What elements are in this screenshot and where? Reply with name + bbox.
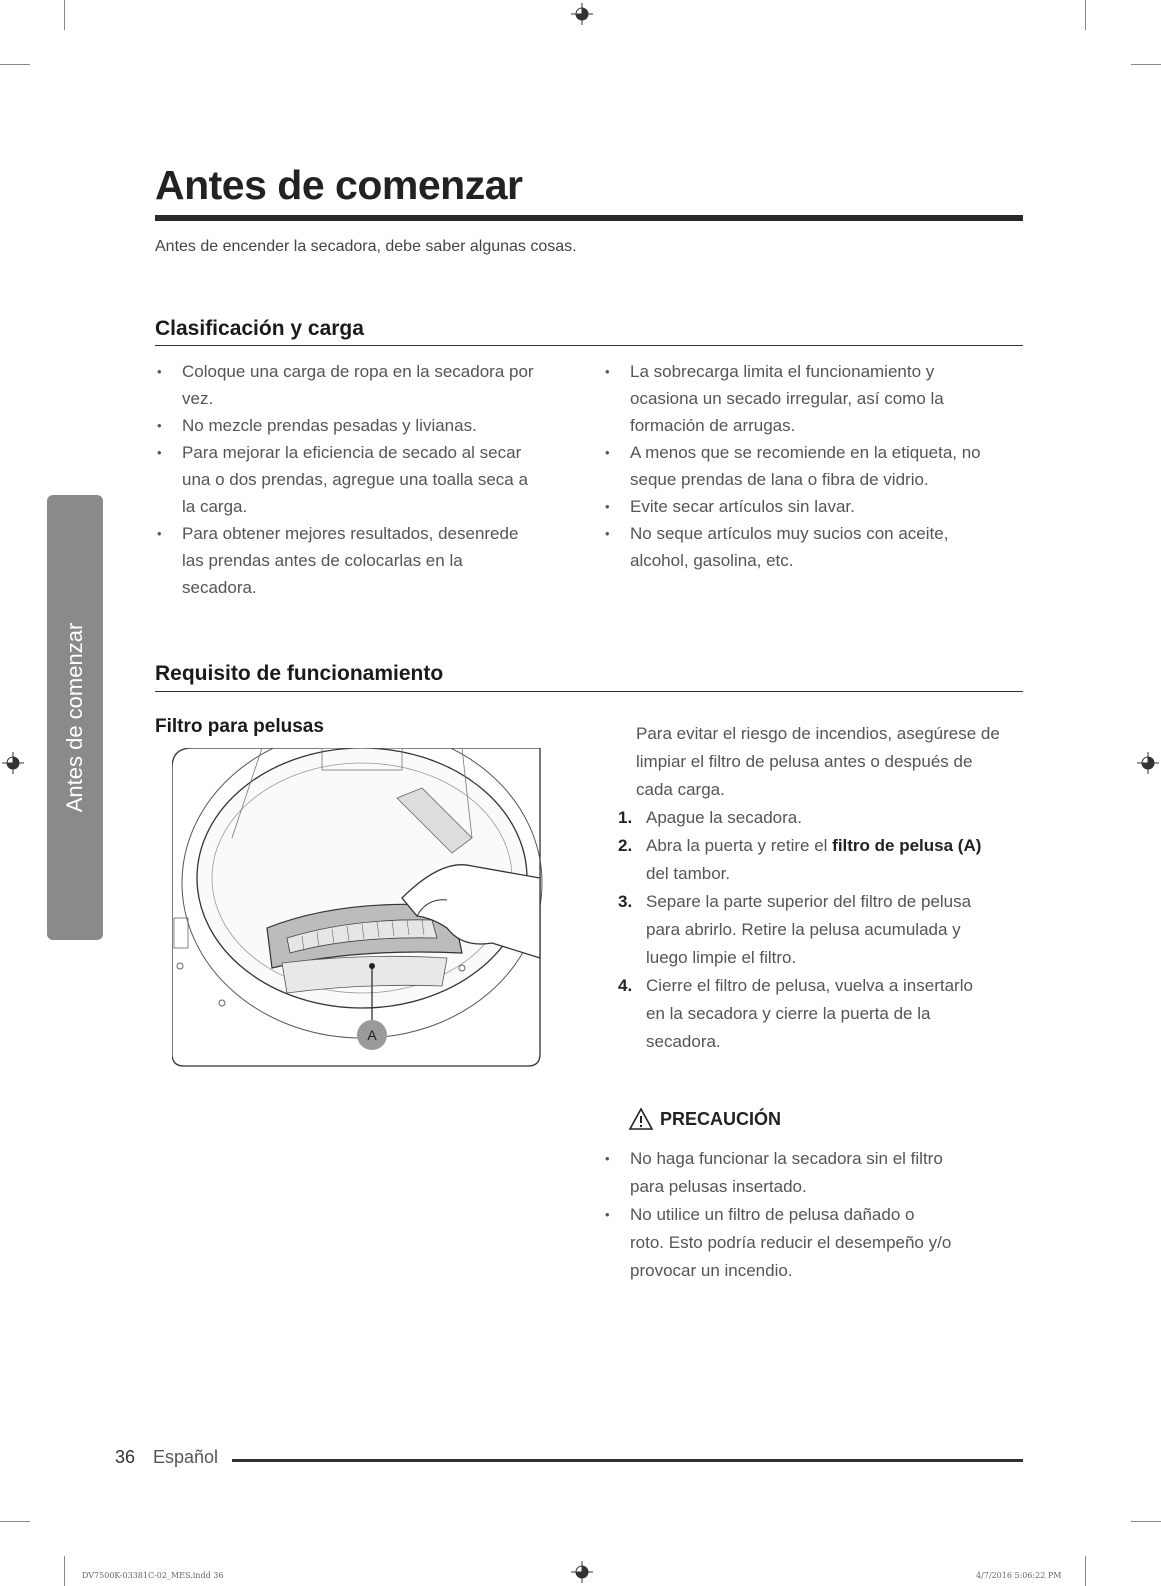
crop-mark [1085,1556,1086,1586]
page-title: Antes de comenzar [155,162,523,208]
text-line: Para evitar el riesgo de incendios, asegúrese de [636,724,1000,743]
lint-filter-term: filtro de pelusa (A) [832,836,982,855]
footer-language: Español [153,1447,219,1467]
section-rule [155,345,1023,346]
step-item [618,832,1038,888]
side-chapter-tab [47,495,103,940]
crop-mark [64,0,65,30]
text-line: • No mezcle prendas pesadas y livianas. [182,416,477,435]
text-line: secadora. [646,1032,721,1051]
title-rule [155,215,1023,221]
text-line: • Para obtener mejores resultados, desenrede [182,524,519,543]
text-line: • Para mejorar la eficiencia de secado al secar [182,443,522,462]
step-number: 2. [618,836,633,855]
text-line: cada carga. [636,780,725,799]
text-line: secadora. [182,578,257,597]
registration-mark-icon [2,752,24,774]
figure-callout-label: A [367,1027,377,1043]
text-line: la carga. [182,497,248,516]
text-line: • Coloque una carga de ropa en la secadora por [182,362,534,381]
text-line: • Evite secar artículos sin lavar. [630,497,855,516]
page-intro: Antes de encender la secadora, debe saber algunas cosas. [155,238,577,255]
text-line: del tambor. [646,864,731,883]
list-item [155,358,585,412]
sorting-list-left [155,358,585,601]
step-text: Abra la puerta y retire el [646,836,833,855]
section-heading-requisito: Requisito de funcionamiento [155,662,444,685]
text-line: Separe la parte superior del filtro de pelusa [646,892,972,911]
text-line: limpiar el filtro de pelusa antes o después de [636,752,973,771]
list-item [603,1201,1033,1285]
caution-heading-row [628,1107,781,1131]
text-line: • No utilice un filtro de pelusa dañado o [630,1205,915,1224]
step-number: 4. [618,976,633,995]
list-item [155,412,585,439]
crop-mark [64,1556,65,1586]
list-item [603,520,1033,574]
registration-mark-icon [571,3,593,25]
registration-mark-icon [1137,752,1159,774]
text-line: formación de arrugas. [630,416,796,435]
text-line: ocasiona un secado irregular, así como la [630,389,944,408]
text-line: provocar un incendio. [630,1261,793,1280]
text-line: una o dos prendas, agregue una toalla seca a [182,470,528,489]
step-item [618,888,1038,972]
list-item [155,439,585,520]
lint-filter-illustration [172,748,550,1071]
slug-timestamp: 4/7/2016 5:06:22 PM [976,1571,1062,1580]
text-line: en la secadora y cierre la puerta de la [646,1004,931,1023]
step-item [618,972,1038,1056]
text-line: seque prendas de lana o fibra de vidrio. [630,470,929,489]
side-chapter-tab-label: Antes de comenzar [62,622,87,813]
text-line [646,832,1038,860]
list-item [603,358,1033,439]
text-line: para pelusas insertado. [630,1177,807,1196]
section-heading-clasificacion: Clasificación y carga [155,317,364,340]
list-item [155,520,585,601]
list-item [603,439,1033,493]
crop-mark [1131,64,1161,65]
text-line: • No seque artículos muy sucios con aceite, [630,524,949,543]
text-line: para abrirlo. Retire la pelusa acumulada y [646,920,961,939]
crop-mark [1131,1521,1161,1522]
filter-steps [618,804,1038,1056]
list-item [603,1145,1033,1201]
warning-triangle-icon [628,1107,654,1131]
step-number: 3. [618,892,633,911]
footer-rule [232,1459,1023,1462]
slug-filename: DV7500K-03381C-02_MES.indd 36 [82,1571,224,1580]
text-line: Cierre el filtro de pelusa, vuelva a insertarlo [646,976,973,995]
step-item [618,804,1038,832]
subheading-filtro: Filtro para pelusas [155,716,324,737]
text-line: alcohol, gasolina, etc. [630,551,794,570]
list-item [603,493,1033,520]
text-line: • A menos que se recomiende en la etiqueta, no [630,443,981,462]
text-line: las prendas antes de colocarlas en la [182,551,463,570]
text-line: Apague la secadora. [646,808,802,827]
crop-mark [0,64,30,65]
sorting-list-right [603,358,1033,574]
text-line: • No haga funcionar la secadora sin el filtro [630,1149,943,1168]
filter-intro [636,720,1036,804]
step-number: 1. [618,808,633,827]
text-line: luego limpie el filtro. [646,948,797,967]
text-line: roto. Esto podría reducir el desempeño y/o [630,1233,952,1252]
page-number: 36 [115,1447,136,1467]
crop-mark [0,1521,30,1522]
caution-heading: PRECAUCIÓN [660,1108,782,1129]
section-rule [155,691,1023,692]
registration-mark-icon [571,1561,593,1583]
text-line: • La sobrecarga limita el funcionamiento y [630,362,935,381]
text-line: vez. [182,389,214,408]
crop-mark [1085,0,1086,30]
caution-list [603,1145,1033,1285]
